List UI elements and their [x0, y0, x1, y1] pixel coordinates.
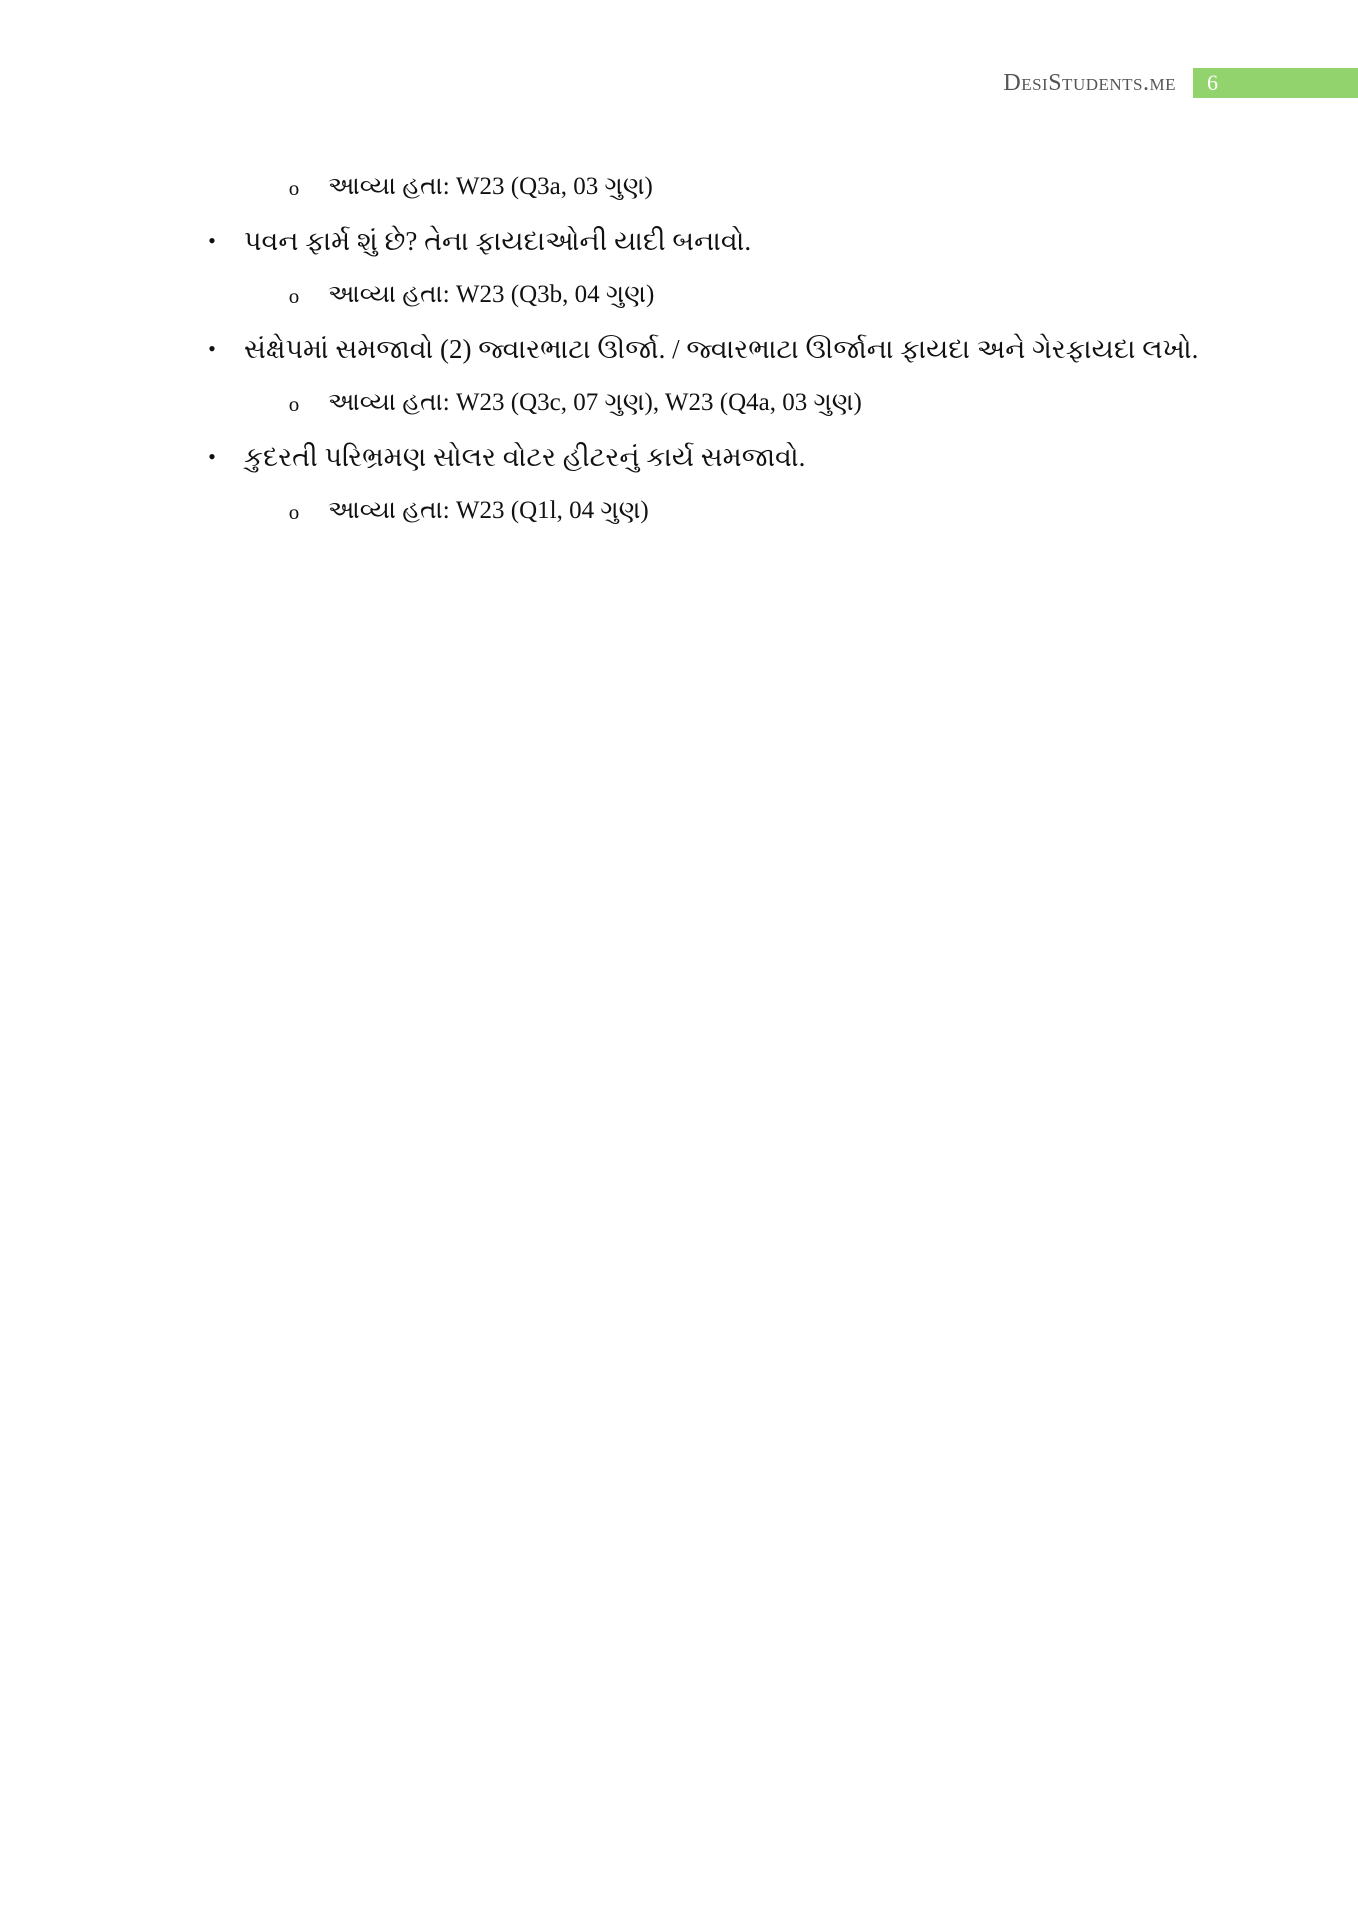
question-row	[0, 322, 1358, 376]
question-text: કુદરતી પરિભ્રમણ સોલર વોટર હીટરનું કાર્ય સમજાવો.	[244, 442, 806, 472]
asked-text: આવ્યા હતા: W23 (Q3a, 03 ગુણ)	[328, 173, 653, 200]
asked-line	[0, 484, 1358, 538]
asked-line	[0, 268, 1358, 322]
asked-text: આવ્યા હતા: W23 (Q3c, 07 ગુણ), W23 (Q4a, 03 ગુણ)	[328, 389, 862, 416]
hollow-bullet-icon: o	[288, 500, 300, 524]
asked-line	[0, 376, 1358, 430]
question-list	[0, 214, 1358, 538]
bullet-icon: •	[208, 228, 216, 253]
bullet-icon: •	[208, 336, 216, 361]
question-text: સંક્ષેપમાં સમજાવો (2) જ્વારભાટા ઊર્જા. / જ્વારભાટા ઊર્જાના ફાયદા અને ગેરફાયદા લખો.	[244, 334, 1199, 364]
hollow-bullet-icon: o	[288, 176, 300, 200]
page-number: 6	[1207, 70, 1218, 95]
asked-line	[0, 160, 1358, 214]
hollow-bullet-icon: o	[288, 392, 300, 416]
asked-text: આવ્યા હતા: W23 (Q1l, 04 ગુણ)	[328, 497, 649, 524]
bullet-icon: •	[208, 444, 216, 469]
page-header	[0, 68, 1358, 98]
list-item	[0, 430, 1358, 538]
asked-text: આવ્યા હતા: W23 (Q3b, 04 ગુણ)	[328, 281, 655, 308]
site-name: DesiStudents.me	[1003, 70, 1176, 96]
list-item	[0, 214, 1358, 322]
question-row	[0, 214, 1358, 268]
question-text: પવન ફાર્મ શું છે? તેના ફાયદાઓની યાદી બનાવો.	[244, 226, 752, 256]
page-content	[0, 160, 1358, 538]
question-row	[0, 430, 1358, 484]
list-item	[0, 322, 1358, 430]
page-number-badge	[1193, 68, 1358, 98]
hollow-bullet-icon: o	[288, 284, 300, 308]
